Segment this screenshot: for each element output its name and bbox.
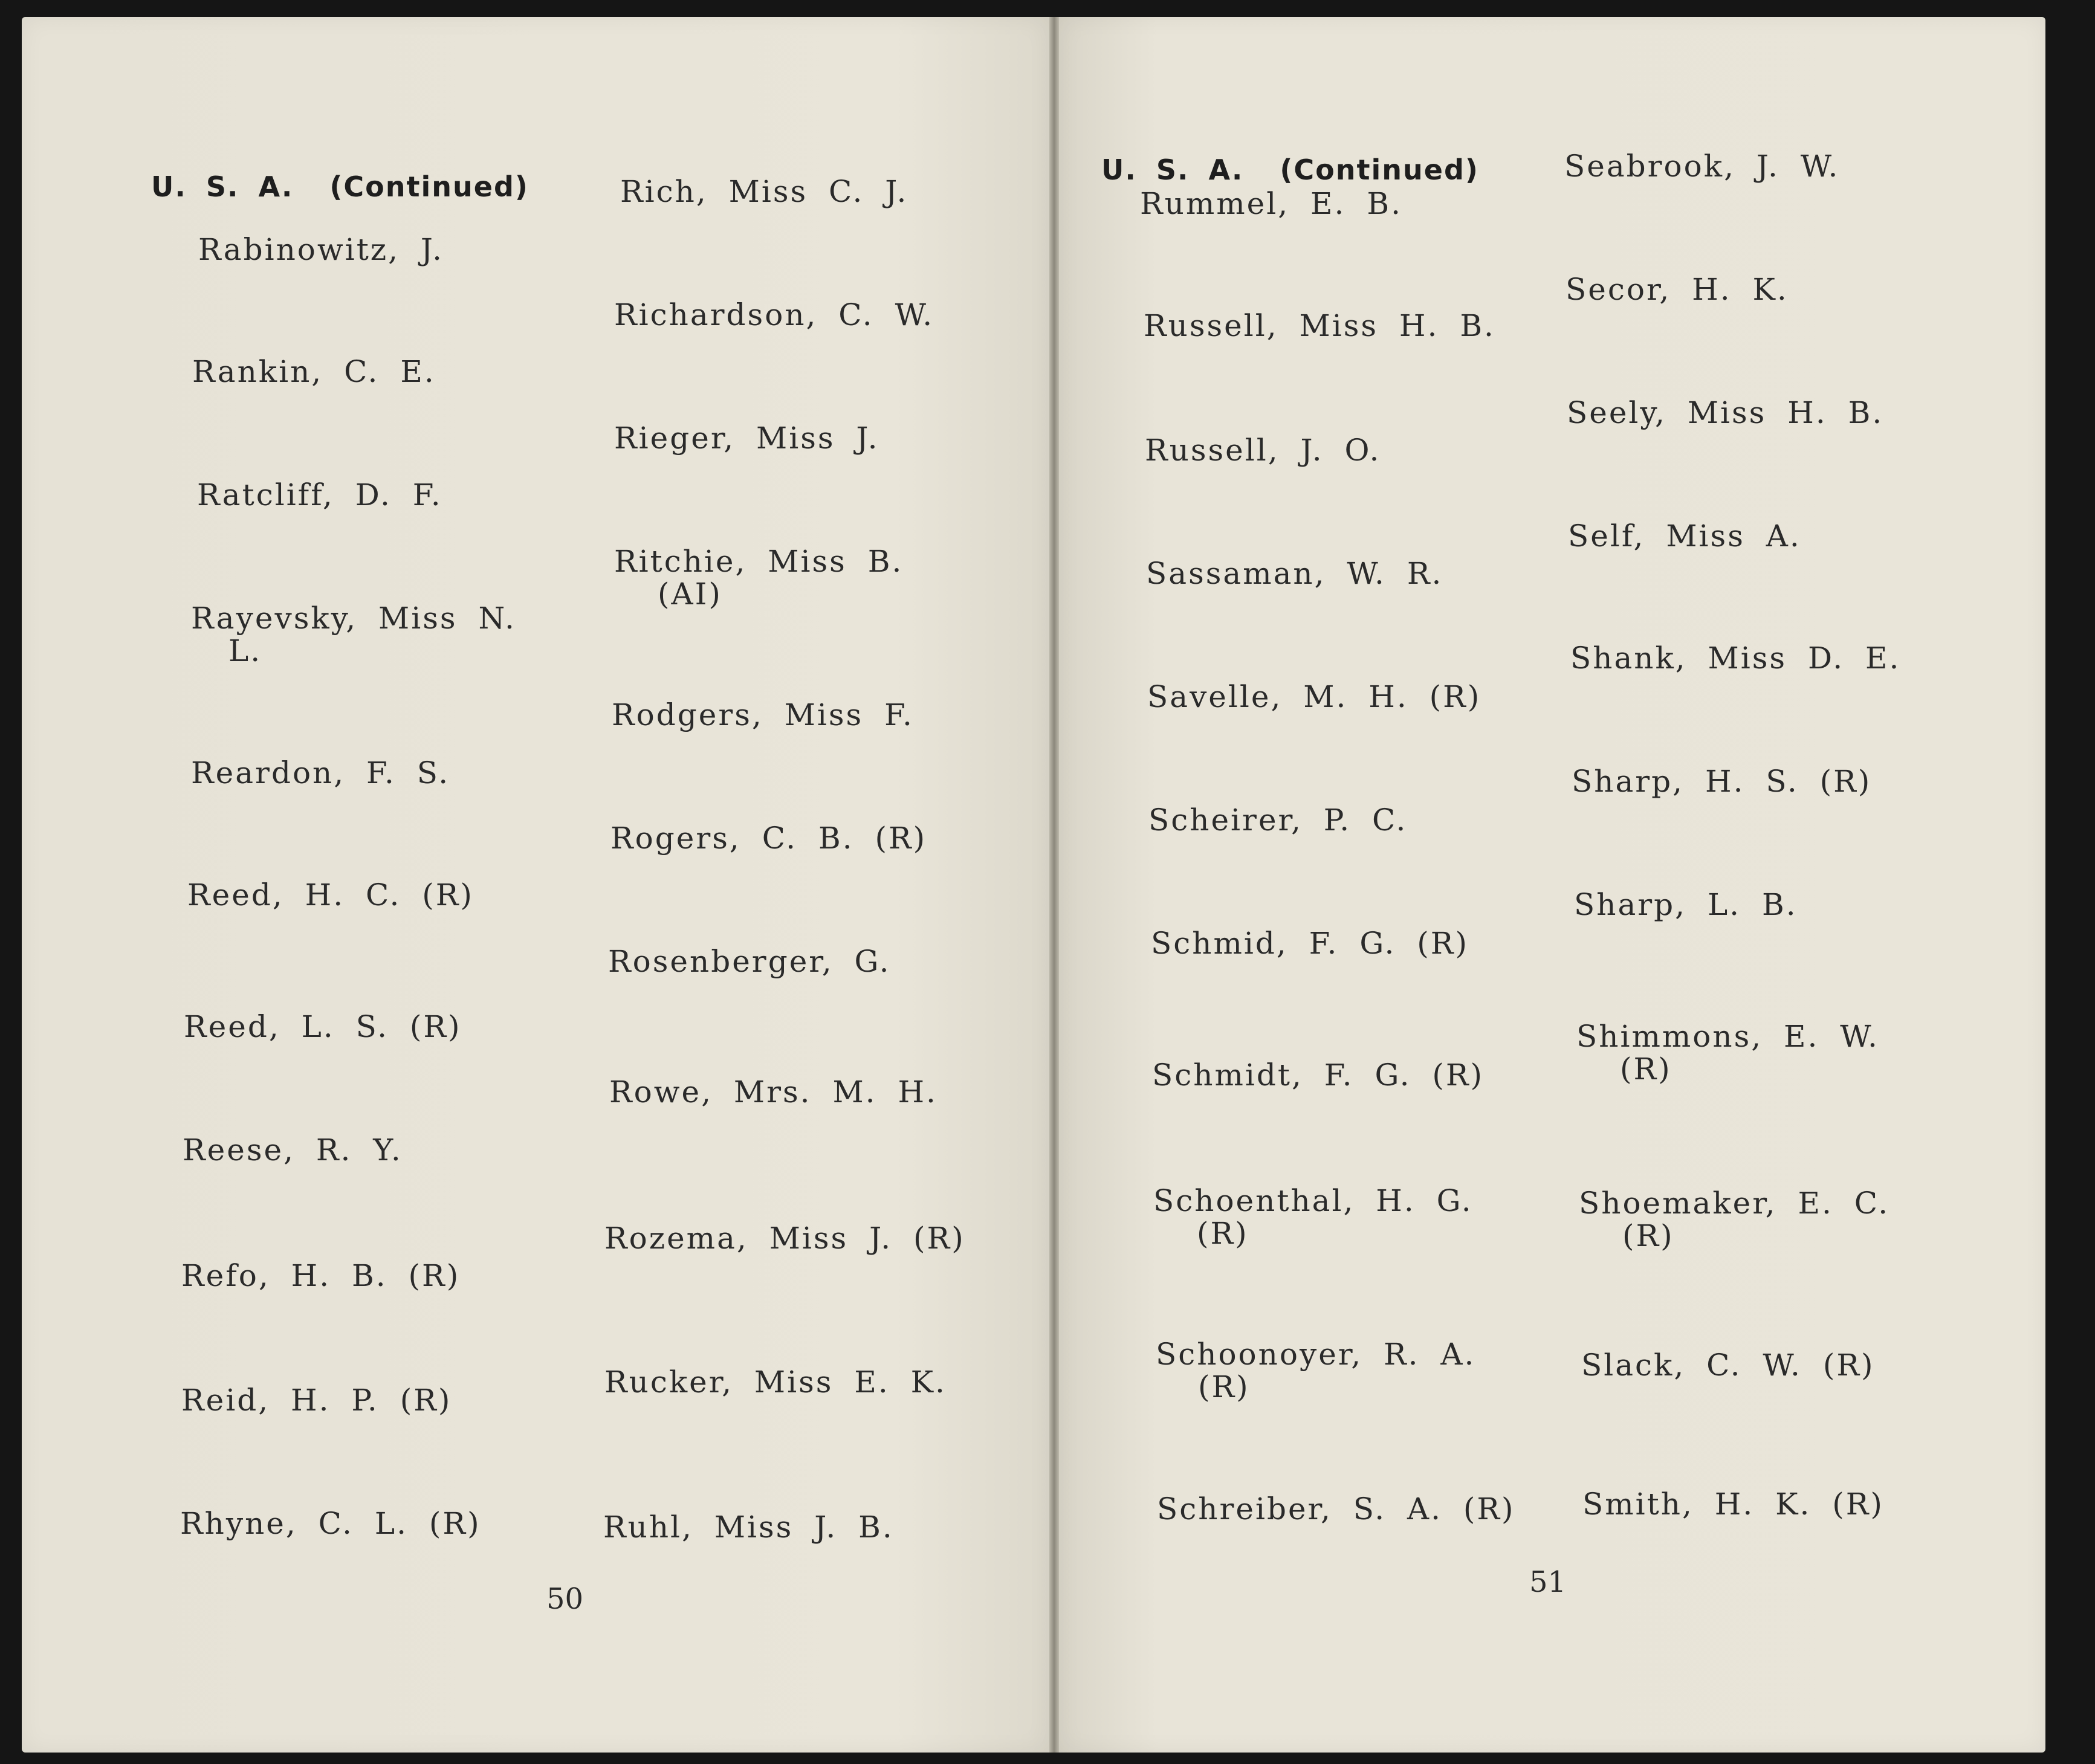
entry-seely: Seely, Miss H. B.: [1567, 395, 1884, 430]
entry-shimmons: [1576, 1020, 1879, 1085]
entry-rabinowitz: Rabinowitz, J.: [198, 232, 444, 267]
entry-schmidt: Schmidt, F. G. (R): [1152, 1058, 1485, 1093]
entry-ratcliff: Ratcliff, D. F.: [197, 477, 442, 512]
entry-text: Shimmons, E. W.: [1576, 1019, 1879, 1054]
page-number: 51: [1529, 1565, 1567, 1599]
entry-rummel: Rummel, E. B.: [1140, 186, 1402, 221]
entry-reese: Reese, R. Y.: [183, 1132, 403, 1168]
left-page: [22, 17, 1049, 1753]
entry-richardson: Richardson, C. W.: [614, 297, 934, 332]
entry-reid: Reid, H. P. (R): [181, 1383, 452, 1418]
entry-schmid: Schmid, F. G. (R): [1151, 926, 1469, 961]
entry-slack: Slack, C. W. (R): [1581, 1348, 1875, 1383]
entry-russell-hb: Russell, Miss H. B.: [1144, 308, 1495, 343]
entry-text: Schoonoyer, R. A.: [1156, 1337, 1476, 1372]
entry-russell-jo: Russell, J. O.: [1145, 433, 1381, 468]
entry-text: Schoenthal, H. G.: [1153, 1183, 1473, 1218]
right-heading: [1101, 153, 1479, 186]
entry-continuation: (R): [1620, 1052, 1672, 1087]
heading-continued: (Continued): [1280, 153, 1479, 186]
heading-label: U. S. A.: [1101, 153, 1244, 186]
entry-ruhl: Ruhl, Miss J. B.: [603, 1510, 894, 1545]
entry-schreiber: Schreiber, S. A. (R): [1157, 1491, 1515, 1527]
entry-reed-ls: Reed, L. S. (R): [184, 1009, 462, 1044]
entry-continuation: (AI): [658, 577, 722, 612]
entry-secor: Secor, H. K.: [1566, 272, 1789, 307]
entry-text: Shoemaker, E. C.: [1579, 1186, 1890, 1221]
heading-continued: (Continued): [329, 170, 529, 203]
entry-shank: Shank, Miss D. E.: [1570, 641, 1901, 676]
entry-schoonoyer: [1156, 1338, 1475, 1403]
entry-ritchie: [614, 545, 903, 610]
entry-rosenberger: Rosenberger, G.: [608, 944, 891, 979]
entry-refo: Refo, H. B. (R): [181, 1258, 461, 1293]
entry-rieger: Rieger, Miss J.: [614, 421, 879, 456]
heading-label: U. S. A.: [151, 170, 294, 203]
entry-reardon: Reardon, F. S.: [191, 755, 450, 790]
entry-rozema: Rozema, Miss J. (R): [604, 1221, 965, 1256]
entry-savelle: Savelle, M. H. (R): [1147, 679, 1481, 714]
entry-rowe: Rowe, Mrs. M. H.: [609, 1074, 937, 1110]
entry-rhyne: Rhyne, C. L. (R): [180, 1506, 481, 1541]
entry-rankin: Rankin, C. E.: [192, 354, 436, 389]
entry-text: Ritchie, Miss B.: [614, 544, 904, 579]
entry-sassaman: Sassaman, W. R.: [1146, 556, 1443, 591]
entry-shoemaker: [1579, 1187, 1889, 1252]
entry-text: Rayevsky, Miss N.: [191, 601, 516, 636]
entry-rogers: Rogers, C. B. (R): [610, 821, 927, 856]
entry-smith: Smith, H. K. (R): [1582, 1487, 1884, 1522]
entry-continuation: L.: [228, 633, 262, 668]
entry-continuation: (R): [1198, 1369, 1250, 1404]
page-number: 50: [546, 1582, 584, 1616]
entry-rodgers: Rodgers, Miss F.: [612, 697, 914, 732]
entry-reed-hc: Reed, H. C. (R): [187, 877, 474, 913]
entry-schoenthal: [1153, 1184, 1473, 1250]
entry-self: Self, Miss A.: [1568, 519, 1801, 554]
entry-rayevsky: [191, 602, 516, 667]
entry-rich: Rich, Miss C. J.: [620, 174, 908, 209]
entry-seabrook: Seabrook, J. W.: [1564, 149, 1840, 184]
book-gutter: [1049, 17, 1059, 1753]
entry-sharp-hs: Sharp, H. S. (R): [1572, 764, 1872, 799]
entry-scheirer: Scheirer, P. C.: [1148, 803, 1408, 838]
entry-sharp-lb: Sharp, L. B.: [1574, 887, 1798, 922]
left-heading: [151, 170, 529, 203]
entry-rucker: Rucker, Miss E. K.: [604, 1365, 947, 1400]
entry-continuation: (R): [1197, 1216, 1249, 1251]
entry-continuation: (R): [1622, 1218, 1674, 1253]
